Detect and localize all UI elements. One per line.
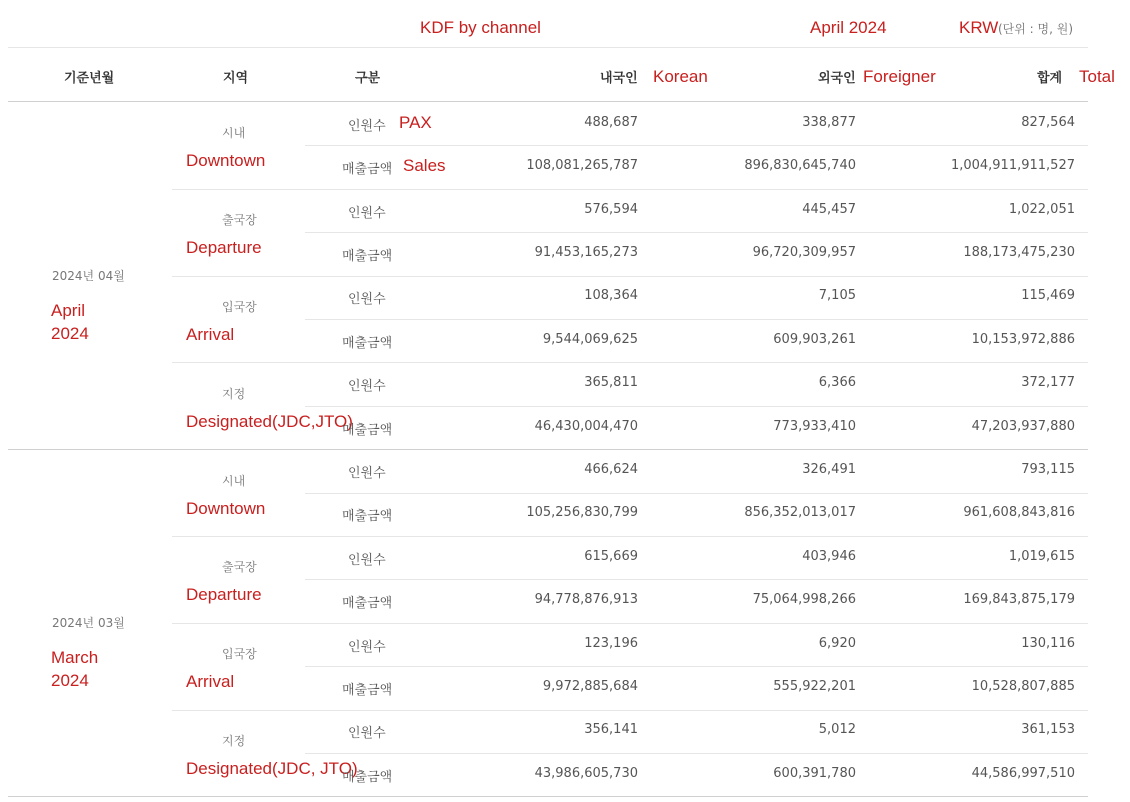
table-row-label: 인원수 xyxy=(348,118,386,134)
region-label: 지정 xyxy=(222,734,246,748)
table-row-label: 인원수 xyxy=(348,726,386,742)
region-label: 입국장 xyxy=(222,300,257,314)
region-divider xyxy=(172,189,1088,190)
foreigner-annotation: Foreigner xyxy=(863,67,936,86)
foreigner-value: 7,105 xyxy=(818,288,856,304)
korean-value: 615,669 xyxy=(584,548,638,564)
foreigner-value: 5,012 xyxy=(818,722,856,738)
korean-value: 91,453,165,273 xyxy=(534,244,638,260)
row-divider xyxy=(305,753,1088,754)
korean-value: 356,141 xyxy=(584,722,638,738)
title-annotation: KDF by channel xyxy=(420,18,541,37)
region-label: 출국장 xyxy=(222,560,257,575)
month-label: 2024년 04월 xyxy=(52,268,125,283)
month-label: 2024년 03월 xyxy=(52,615,125,630)
korean-value: 576,594 xyxy=(584,201,638,217)
korean-value: 94,778,876,913 xyxy=(534,592,638,608)
period-annotation: April 2024 xyxy=(810,18,887,37)
table-row-label: 인원수 xyxy=(348,465,386,481)
table-row-label: 매출금액 xyxy=(342,682,393,698)
foreigner-value: 6,366 xyxy=(818,375,856,391)
top-divider xyxy=(8,47,1088,48)
total-value: 1,019,615 xyxy=(1008,548,1075,564)
region-label: 시내 xyxy=(222,126,246,141)
foreigner-value: 6,920 xyxy=(818,635,856,651)
header-region: 지역 xyxy=(223,71,249,86)
header-korean: 내국인 xyxy=(600,71,638,86)
month-annotation: March xyxy=(51,647,99,667)
korean-value: 466,624 xyxy=(584,461,638,477)
currency-annotation: KRW xyxy=(959,18,999,37)
total-value: 10,528,807,885 xyxy=(971,678,1075,694)
region-annotation: Downtown xyxy=(186,151,266,171)
total-value: 115,469 xyxy=(1021,288,1075,304)
region-label: 입국장 xyxy=(222,647,257,662)
total-value: 961,608,843,816 xyxy=(963,505,1075,521)
korean-value: 488,687 xyxy=(584,114,638,130)
row-divider xyxy=(305,232,1088,233)
group-divider xyxy=(8,449,1088,450)
table-row-label: 인원수 xyxy=(348,205,386,221)
row-divider xyxy=(305,406,1088,407)
month-annotation: 2024 xyxy=(51,323,89,343)
sales-annotation: Sales xyxy=(403,156,446,176)
region-divider xyxy=(172,623,1088,624)
table-row-label: 인원수 xyxy=(348,379,386,395)
region-annotation: Departure xyxy=(186,238,262,258)
header-category: 구분 xyxy=(355,71,381,86)
total-value: 372,177 xyxy=(1021,375,1075,391)
table-row-label: 매출금액 xyxy=(342,596,393,612)
table-row-label: 인원수 xyxy=(348,292,386,308)
korean-value: 123,196 xyxy=(584,635,638,651)
korean-annotation: Korean xyxy=(653,67,708,86)
region-annotation: Designated(JDC,JTO) xyxy=(186,411,353,431)
unit-label: (단위 : 명, 원) xyxy=(998,22,1074,36)
row-divider xyxy=(305,579,1088,580)
foreigner-value: 609,903,261 xyxy=(773,331,856,347)
total-value: 47,203,937,880 xyxy=(971,418,1075,434)
foreigner-value: 773,933,410 xyxy=(773,418,856,434)
foreigner-value: 326,491 xyxy=(802,461,856,477)
region-divider xyxy=(172,536,1088,537)
total-value: 130,116 xyxy=(1021,635,1075,651)
korean-value: 9,544,069,625 xyxy=(542,331,638,347)
total-value: 188,173,475,230 xyxy=(963,244,1075,260)
korean-value: 108,081,265,787 xyxy=(526,158,638,174)
foreigner-value: 75,064,998,266 xyxy=(752,592,856,608)
foreigner-value: 896,830,645,740 xyxy=(744,158,856,174)
total-value: 1,004,911,911,527 xyxy=(950,158,1075,174)
region-label: 출국장 xyxy=(222,213,257,228)
foreigner-value: 600,391,780 xyxy=(773,765,856,781)
month-annotation: April xyxy=(51,300,86,320)
korean-value: 43,986,605,730 xyxy=(534,765,638,781)
korean-value: 9,972,885,684 xyxy=(542,678,638,694)
foreigner-value: 856,352,013,017 xyxy=(744,505,856,521)
table-row-label: 매출금액 xyxy=(342,248,393,264)
total-annotation: Total xyxy=(1079,67,1115,86)
row-divider xyxy=(305,493,1088,494)
total-value: 44,586,997,510 xyxy=(971,765,1075,781)
table-row-label: 매출금액 xyxy=(342,509,393,525)
region-annotation: Downtown xyxy=(186,498,266,518)
month-annotation: 2024 xyxy=(51,670,89,690)
region-divider xyxy=(172,276,1088,277)
header-divider xyxy=(8,101,1088,102)
total-value: 10,153,972,886 xyxy=(971,331,1075,347)
total-value: 361,153 xyxy=(1021,722,1075,738)
total-value: 169,843,875,179 xyxy=(963,592,1075,608)
region-annotation: Arrival xyxy=(186,672,235,692)
header-foreigner: 외국인 xyxy=(818,71,856,86)
region-annotation: Designated(JDC, JTO) xyxy=(186,759,358,778)
header-month: 기준년월 xyxy=(64,71,115,86)
region-annotation: Arrival xyxy=(186,325,235,344)
row-divider xyxy=(305,319,1088,320)
region-divider xyxy=(172,710,1088,711)
korean-value: 46,430,004,470 xyxy=(534,418,638,434)
foreigner-value: 555,922,201 xyxy=(773,678,856,694)
korean-value: 105,256,830,799 xyxy=(526,505,638,521)
pax-annotation: PAX xyxy=(399,112,432,132)
table-row-label: 인원수 xyxy=(348,552,386,568)
foreigner-value: 403,946 xyxy=(802,548,856,564)
table-row-label: 인원수 xyxy=(348,639,386,655)
total-value: 1,022,051 xyxy=(1008,201,1075,217)
row-divider xyxy=(305,145,1088,146)
region-annotation: Departure xyxy=(186,585,262,605)
korean-value: 365,811 xyxy=(584,375,638,391)
region-divider xyxy=(172,362,1088,363)
table-row-label: 매출금액 xyxy=(342,162,393,178)
korean-value: 108,364 xyxy=(584,288,638,304)
table-row-label: 매출금액 xyxy=(342,422,393,438)
region-label: 시내 xyxy=(222,473,246,488)
header-total: 합계 xyxy=(1037,71,1063,86)
bottom-divider xyxy=(8,796,1088,797)
foreigner-value: 96,720,309,957 xyxy=(752,244,856,260)
total-value: 793,115 xyxy=(1021,461,1075,477)
foreigner-value: 445,457 xyxy=(802,201,856,217)
total-value: 827,564 xyxy=(1021,114,1075,130)
foreigner-value: 338,877 xyxy=(802,114,856,130)
table-row-label: 매출금액 xyxy=(342,769,393,785)
row-divider xyxy=(305,666,1088,667)
table-row-label: 매출금액 xyxy=(342,335,393,351)
region-label: 지정 xyxy=(222,386,246,401)
